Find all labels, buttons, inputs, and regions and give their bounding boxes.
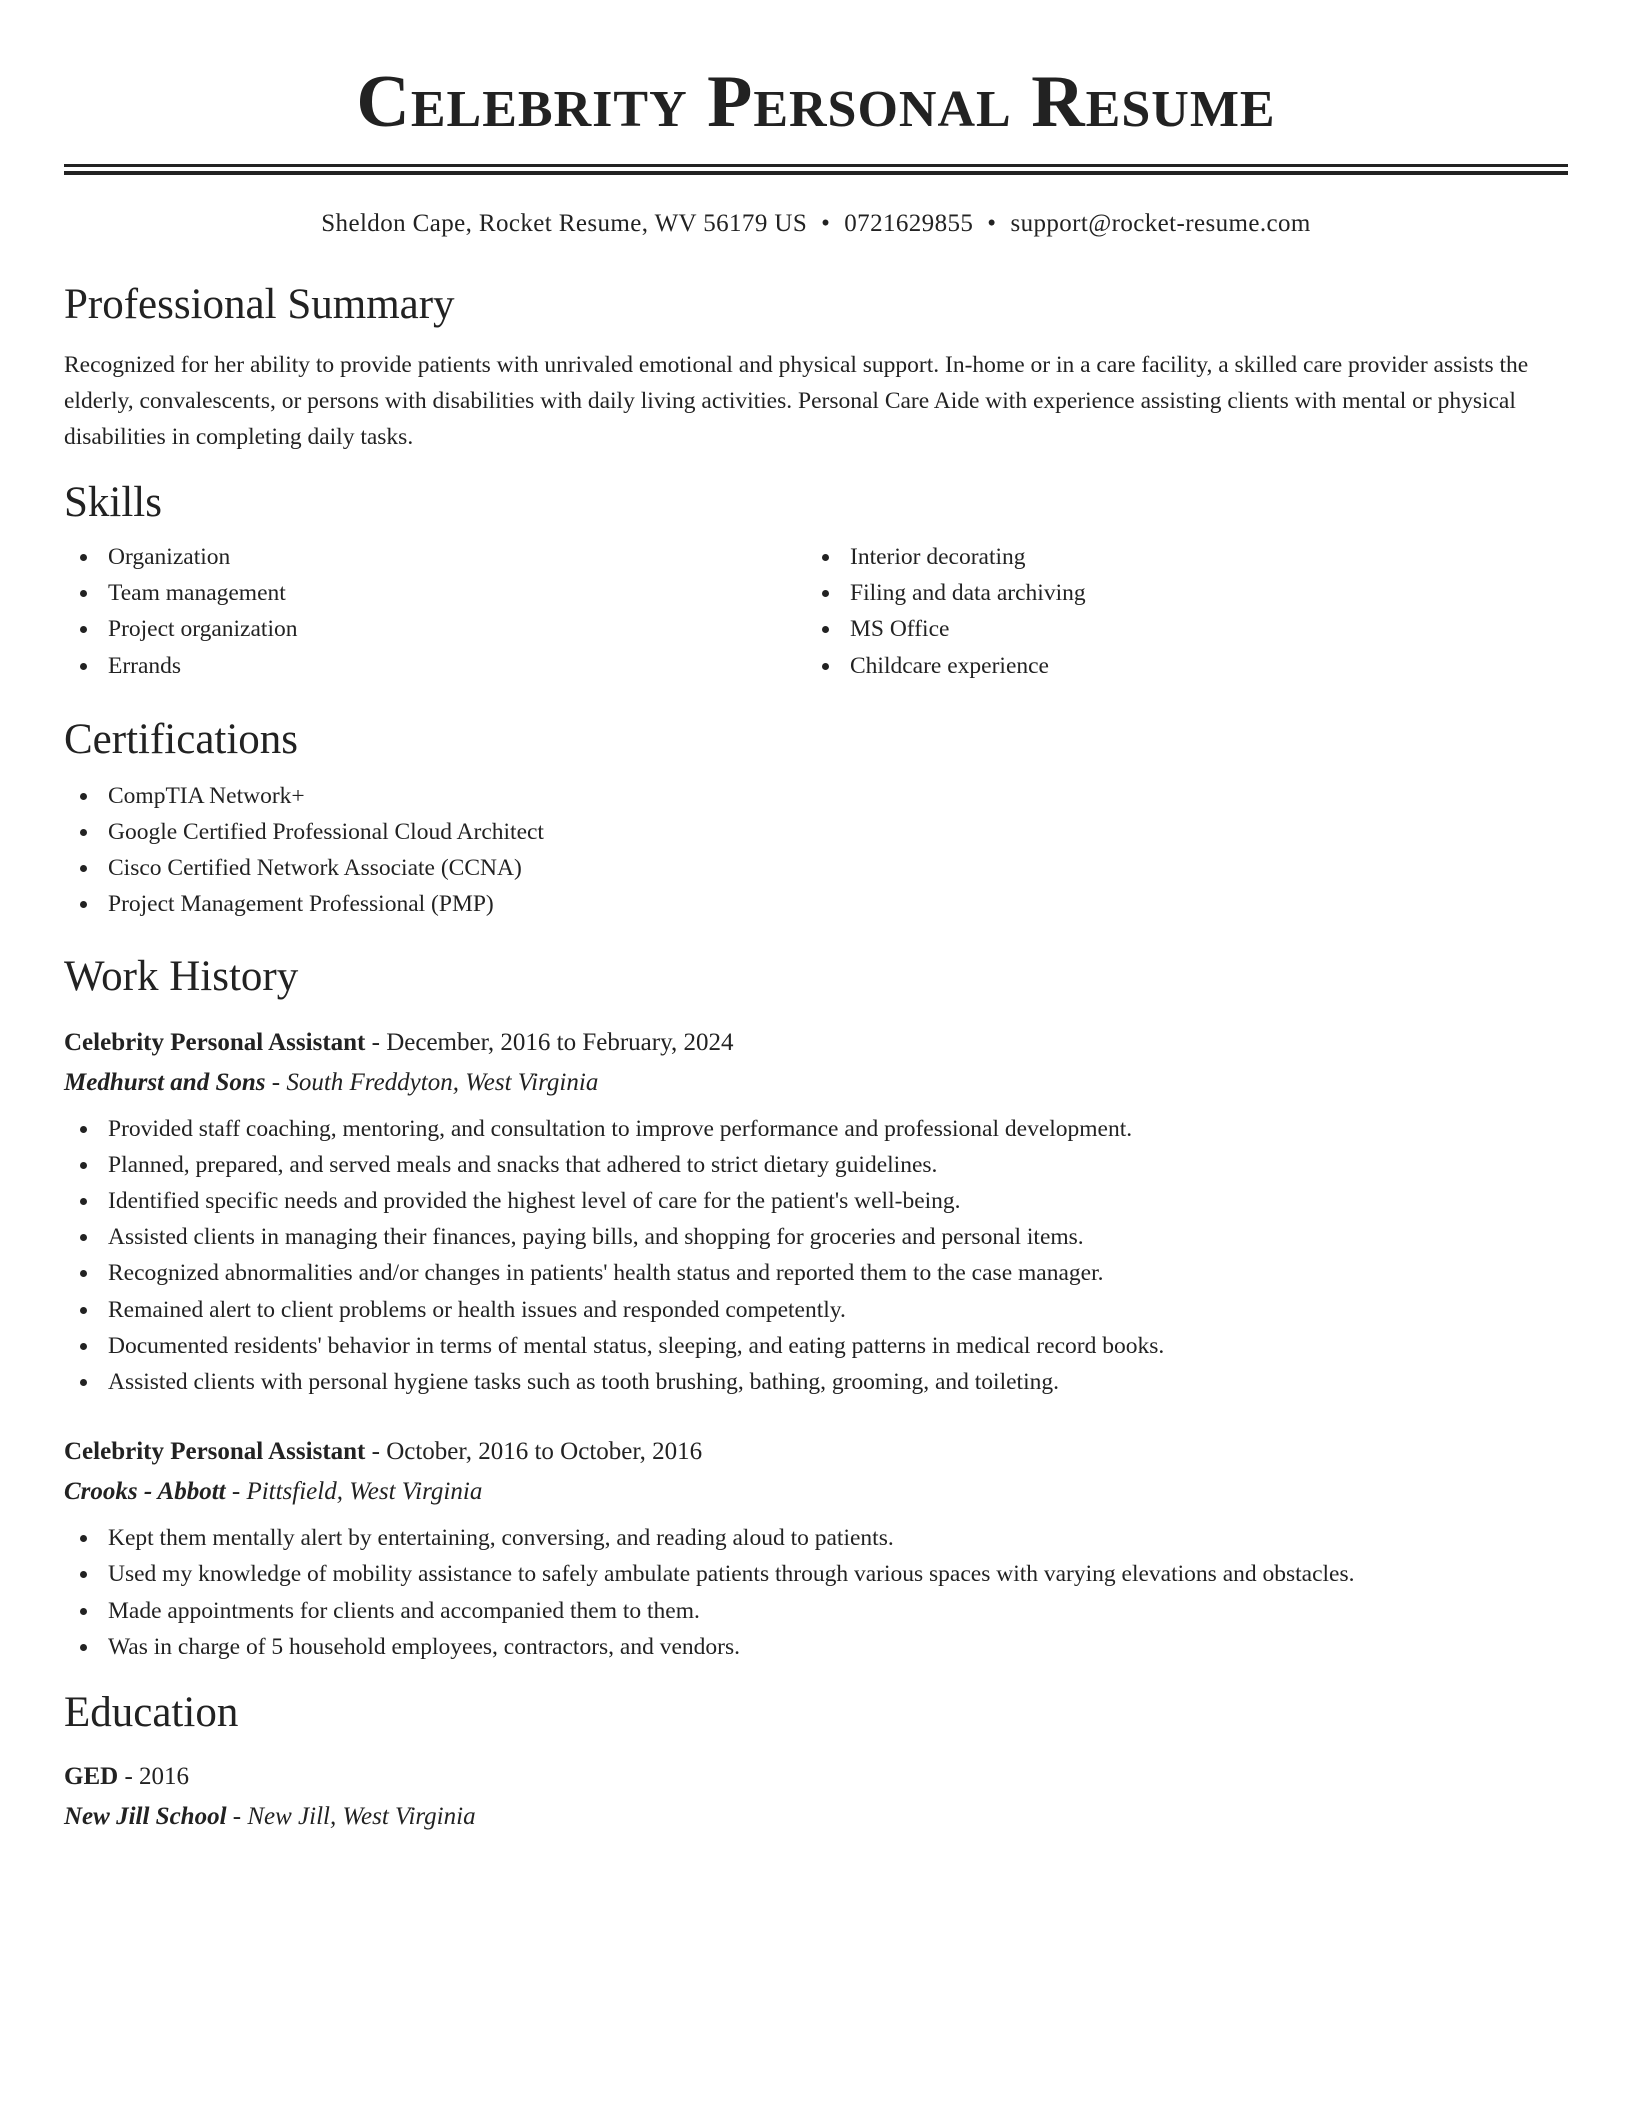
education-entry [64, 1761, 1568, 1833]
resume-page [64, 0, 1568, 1833]
contact-separator: • [987, 210, 997, 237]
job-duty-item: Remained alert to client problems or health issues and responded competently. [64, 1292, 1568, 1328]
contact-phone: 0721629855 [844, 210, 974, 237]
job-company-line: Crooks - Abbott - Pittsfield, West Virginia [64, 1478, 483, 1506]
job-duty-item: Provided staff coaching, mentoring, and consultation to improve performance and professional development. [64, 1111, 1568, 1147]
skills-columns [64, 539, 1568, 684]
education-location: New Jill, West Virginia [247, 1803, 476, 1831]
summary-heading: Professional Summary [64, 281, 455, 328]
education-degree: GED [64, 1763, 119, 1791]
resume-title: Celebrity Personal Resume [356, 61, 1276, 143]
job-title: Celebrity Personal Assistant [64, 1028, 366, 1056]
job-company: Medhurst and Sons [64, 1068, 266, 1096]
job-duty-item: Assisted clients in managing their finances, paying bills, and shopping for groceries and personal items. [64, 1219, 1568, 1255]
skills-heading: Skills [64, 479, 162, 526]
title-divider [64, 164, 1568, 175]
skill-item: Errands [64, 648, 806, 684]
skills-list-left [64, 539, 806, 684]
job-duty-item: Identified specific needs and provided the highest level of care for the patient's well-being. [64, 1183, 1568, 1219]
education-year: 2016 [139, 1763, 190, 1791]
certification-item: Google Certified Professional Cloud Architect [64, 814, 1568, 850]
certification-item: Cisco Certified Network Associate (CCNA) [64, 850, 1568, 886]
job-entry [64, 1436, 1568, 1665]
skill-item: Project organization [64, 611, 806, 647]
job-duties-list [64, 1520, 1568, 1665]
certification-item: Project Management Professional (PMP) [64, 886, 1568, 922]
skill-item: MS Office [806, 611, 1548, 647]
education-school-line: New Jill School - New Jill, West Virginia [64, 1803, 476, 1831]
job-title-line: Celebrity Personal Assistant - October, 2016 to October, 2016 [64, 1438, 703, 1466]
job-duty-item: Documented residents' behavior in terms of mental status, sleeping, and eating patterns in medical record books. [64, 1328, 1568, 1364]
certifications-list [64, 778, 1568, 923]
job-title: Celebrity Personal Assistant [64, 1438, 366, 1466]
education-heading: Education [64, 1689, 239, 1737]
education-school: New Jill School [64, 1803, 227, 1831]
contact-address: Sheldon Cape, Rocket Resume, WV 56179 US [321, 210, 808, 237]
job-duty-item: Planned, prepared, and served meals and snacks that adhered to strict dietary guidelines. [64, 1147, 1568, 1183]
work-history-heading: Work History [64, 952, 299, 1000]
certifications-heading: Certifications [64, 715, 299, 763]
contact-separator: • [821, 210, 831, 237]
job-title-line: Celebrity Personal Assistant - December, 2016 to February, 2024 [64, 1028, 734, 1056]
job-company-line: Medhurst and Sons - South Freddyton, West Virginia [64, 1068, 599, 1096]
skill-item: Interior decorating [806, 539, 1548, 575]
job-entry [64, 1027, 1568, 1401]
skill-item: Filing and data archiving [806, 575, 1548, 611]
job-dates: October, 2016 to October, 2016 [386, 1438, 703, 1466]
job-company: Crooks - Abbott [64, 1478, 226, 1506]
job-duty-item: Kept them mentally alert by entertaining, conversing, and reading aloud to patients. [64, 1520, 1568, 1556]
skill-item: Childcare experience [806, 648, 1548, 684]
job-duty-item: Made appointments for clients and accompanied them to them. [64, 1593, 1568, 1629]
education-degree-line: GED - 2016 [64, 1763, 190, 1791]
certification-item: CompTIA Network+ [64, 778, 1568, 814]
job-dates: December, 2016 to February, 2024 [386, 1028, 734, 1056]
job-location: South Freddyton, West Virginia [286, 1068, 599, 1096]
job-duties-list [64, 1111, 1568, 1401]
job-duty-item: Recognized abnormalities and/or changes in patients' health status and reported them to the case manager. [64, 1255, 1568, 1291]
skills-list-right [806, 539, 1548, 684]
job-duty-item: Was in charge of 5 household employees, contractors, and vendors. [64, 1629, 1568, 1665]
job-duty-item: Used my knowledge of mobility assistance to safely ambulate patients through various spaces with varying elevations and obstacles. [64, 1556, 1568, 1592]
skill-item: Team management [64, 575, 806, 611]
summary-text: Recognized for her ability to provide patients with unrivaled emotional and physical support. In-home or in a care facility, a skilled care provider assists the elderly, convalescents, or persons with disabilities with daily living activities. Personal Care Aide with experience assisting clients with mental or physical disabilities in completing daily tasks. [64, 352, 1529, 450]
contact-email: support@rocket-resume.com [1010, 210, 1311, 237]
contact-line [64, 209, 1568, 239]
job-location: Pittsfield, West Virginia [246, 1478, 483, 1506]
skill-item: Organization [64, 539, 806, 575]
job-duty-item: Assisted clients with personal hygiene tasks such as tooth brushing, bathing, grooming, and toileting. [64, 1364, 1568, 1400]
